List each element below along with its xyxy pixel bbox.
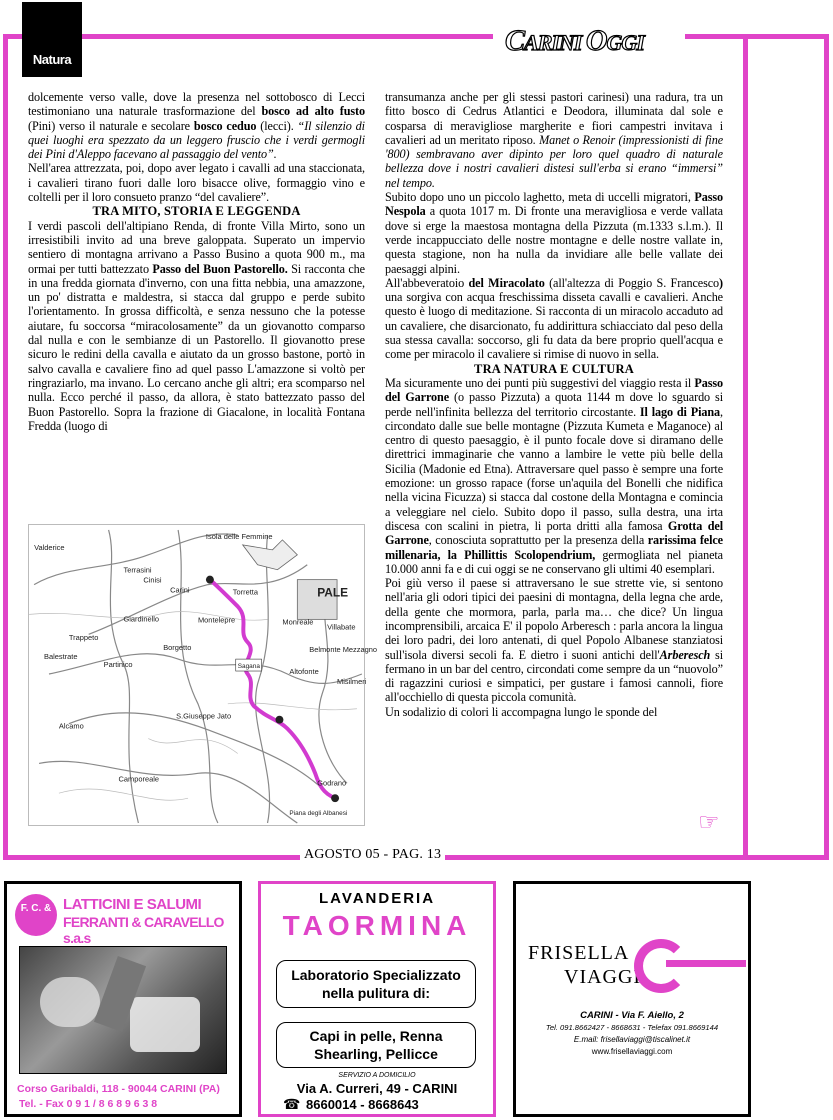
map-label: Monreale xyxy=(282,617,314,627)
ad1-photo xyxy=(19,946,227,1074)
ad3-brand1: FRISELLA xyxy=(528,942,630,964)
route-end-marker xyxy=(331,794,339,802)
map-label: Villabate xyxy=(327,622,356,632)
ad-latticini[interactable] xyxy=(4,881,242,1117)
ad2-box1 xyxy=(276,960,476,1008)
ad3-phones: Tel. 091.8662427 - 8668631 - Telefax 091.8669144 xyxy=(545,1023,719,1032)
phone-icon: ☎ xyxy=(283,1098,301,1113)
ad2-name: TAORMINA xyxy=(282,910,472,941)
map-label: Altofonte xyxy=(289,667,319,677)
map-label: Misilmeri xyxy=(337,676,367,686)
map-svg xyxy=(29,525,378,825)
paragraph: Nell'area attrezzata, poi, dopo aver legato i cavalli ad una staccionata, i cavalieri tirano fuori dalle loro bisacce olive, formaggio vino e coltelli per il loro consueto pranzo “del cavaliere”. xyxy=(28,161,365,205)
ad2-box2-line1: Capi in pelle, Renna xyxy=(309,1028,443,1044)
masthead-arini: ARINI xyxy=(524,30,586,55)
map-label: Partinico xyxy=(103,660,133,670)
map-label: Alcamo xyxy=(58,721,84,731)
page-footer: AGOSTO 05 - PAG. 13 xyxy=(300,847,445,863)
paragraph: I verdi pascoli dell'altipiano Renda, di fronte Villa Mirto, sono un irresistibili invito ad una breve galoppata. Superato un impervio sentiero di montagna arrivano a Passo Busino a quota 900 m., ma ormai per tutti battezzato Passo del Buon Pastorello. Si racconta che in una fredda giornata d'inverno, con una fitta nebbia, una amazzone, un po' distratta e maldestra, si stacca dal gruppo e perde subito l'orientamento. In grossa difficoltà, e senza nessuno che la potesse aiutare, fu soccorsa “miracolosamente” da un giovanotto comparso dal nulla e con le sembianze di un Pastorello. Il giovanotto prese sicuro le redini della cavalla e aiutato da un grosso bastone, portò in salvo cavalla e cavaliere fino ad quel passo L'amazzone si voltò per ringraziarlo, ma invano. Lo cercano anche gli altri; era scomparso nel nulla. Ecco perché il passo, da allora, è stato battezzato passo del Buon Pastorello. Sopra la frazione di Giacalone, in località Fontana Fredda (luogo di xyxy=(28,218,365,433)
masthead-ggi: GGI xyxy=(606,30,644,55)
map-label: Piana degli Albanesi xyxy=(289,810,348,818)
masthead-o: O xyxy=(585,24,607,57)
map-label: Borgetto xyxy=(163,643,192,653)
map-label: S.Giuseppe Jato xyxy=(176,711,232,721)
paragraph: Un sodalizio di colori li accompagna lungo le sponde del xyxy=(385,704,658,719)
ad1-title1: LATTICINI E SALUMI xyxy=(63,896,202,913)
article-column-left xyxy=(28,90,365,433)
ad2-box2 xyxy=(276,1022,476,1068)
ad1-address: Corso Garibaldi, 118 - 90044 CARINI (PA) xyxy=(17,1083,220,1095)
ad-lavanderia[interactable] xyxy=(258,881,496,1117)
map-label: Montelepre xyxy=(197,615,236,625)
paragraph: transumanza anche per gli stessi pastori carinesi) una radura, tra un fitto bosco di Cedrus Atlantici e Deodora, illuminata dal sole e cosparsa di meravigliose margherite e fiori campestri invitava i cavalieri ad un meritato riposo. Manet o Renoir (impressionisti di fine '800) sembravano aver dipinto per loro quel quadro di naturale bellezza dove i nostri cavalieri distesi sull'erba si erano “immersi” nel tempo. xyxy=(385,90,724,190)
ad3-brand2: VIAGGI xyxy=(564,966,642,988)
map-label: Camporeale xyxy=(118,774,160,784)
paragraph: Poi giù verso il paese si attraversano le sue strette vie, si sentono nell'aria gli odori tipici dei paesini di montagna, della legna che arde, della gente che mormora, parla, parla ma… che dice? Un lingua incomprensibili, arcaica E' il popolo Arberesch : parla ancora la lingua dei loro padri, dei loro antenati, di quel Popolo Albanese stanziatosi sull'isola diversi secoli fa. E dietro i suoni antichi dell'Arberesch si fermano in un bar del centro, circondati come sempre da un “nuovolo” di ragazzini curiosi e simpatici, per gustare i famosi cannoli, fiore all'occhiello di questa piccola comunità. xyxy=(385,576,723,705)
route-waypoint-marker xyxy=(275,716,283,724)
ad1-phone: Tel. - Fax 0 9 1 / 8 6 8 9 6 3 8 xyxy=(19,1098,158,1110)
map-label: Terrasini xyxy=(123,565,152,575)
ad-frisella-viaggi[interactable] xyxy=(513,881,751,1117)
map-label: Torretta xyxy=(232,587,258,597)
right-border xyxy=(743,34,748,860)
ad3-address: CARINI - Via F. Aiello, 2 xyxy=(580,1010,684,1021)
paragraph: dolcemente verso valle, dove la presenza nel sottobosco di Lecci testimoniano una naturale trasformazione del bosco ad alto fusto (Pini) verso il naturale e secolare bosco ceduo (lecci). “Il silenzio di quei luoghi era spezzato da un leggero fruscio che i verdi germogli dei Pini d'Aleppo facevano al passaggio del vento”. xyxy=(28,90,365,162)
masthead-c: C xyxy=(505,24,525,57)
map-label: Cinisi xyxy=(143,575,162,585)
section-label: Natura xyxy=(22,2,82,77)
ad2-phones: 8660014 - 8668643 xyxy=(306,1097,419,1112)
section-heading: TRA MITO, STORIA E LEGGENDA xyxy=(92,204,301,219)
map-label: Balestrate xyxy=(44,652,78,662)
map-label: Godrano xyxy=(317,778,347,788)
ad1-logo: F. C. & xyxy=(15,894,57,936)
ad3-email[interactable]: E.mail: frisellaviaggi@tiscalinet.it xyxy=(573,1035,691,1044)
ad1-title2: FERRANTI & CARAVELLO s.a.s xyxy=(63,914,224,946)
section-heading: TRA NATURA E CULTURA xyxy=(474,361,634,376)
map-label: PALE xyxy=(317,585,349,600)
paragraph: Subito dopo uno un piccolo laghetto, meta di uccelli migratori, Passo Nespola a quota 1017 m. Di fronte una meravigliosa e verde vallata dove si erge la maestosa montagna della Pizzuta (m.1333 s.l.m.). Il verde incappucciato delle nostre montagne e delle nostre vallate in, questa stagione, non ha nulla da invidiare alle belle vallate dei paesaggi alpini. xyxy=(385,190,723,276)
article-column-right xyxy=(385,90,723,719)
map-label: Carini xyxy=(170,585,190,595)
ad2-box1-line1: Laboratorio Specializzato xyxy=(291,967,461,983)
ad2-box2-line2: Shearling, Pellicce xyxy=(314,1046,438,1062)
ad2-kicker: LAVANDERIA xyxy=(318,890,436,907)
map-label: Sagana xyxy=(237,663,260,671)
map-label: Valderice xyxy=(34,542,65,552)
map-label: Trappeto xyxy=(68,633,99,643)
paragraph: Ma sicuramente uno dei punti più suggestivi del viaggio resta il Passo del Garrone (o passo Pizzuta) a quota 1144 m dove lo sguardo si perde nell'infinita bellezza del territorio circostante. Il lago di Piana, circondato dalle sue belle montagne (Pizzuta Kumeta e Maganoce) al centro di questo paesaggio, è il punto focale dove si diramano delle direttrici immaginarie che vanno a lambire le vette più belle della Sicilia (Madonie ed Etna). Attraversare quel passo è sempre una forte emozione: un grosso rapace (forse un'aquila del Bonelli che nidifica nella vicina Ficuzza) si stacca dal costone della Montagna e comincia a veleggiare nel cielo. Subito dopo il passo, sulla destra, una irta discesa con scalini in pietra, li porta dritti alla famosa Grotta del Garrone, conosciuta soprattutto per la presenza della rarissima felce millenaria, la Phillittis Scolopendrium, germogliata nel pianeta 10.000 anni fa e di cui oggi se ne conservano gli ultimi 40 esemplari. xyxy=(385,375,723,576)
pointing-hand-icon: ☞ xyxy=(698,810,720,836)
ad2-address: Via A. Curreri, 49 - CARINI xyxy=(296,1081,458,1096)
map-label: Isola delle Femmine xyxy=(205,531,273,541)
masthead xyxy=(505,24,644,58)
ad2-box1-line2: nella pulitura di: xyxy=(321,985,431,1001)
map-label: Giardinello xyxy=(123,614,160,624)
ad3-logo-bar xyxy=(666,960,746,967)
route-map xyxy=(28,524,378,826)
map-label: Belmonte Mezzagno xyxy=(309,645,378,655)
ad2-service: SERVIZIO A DOMICILIO xyxy=(338,1072,416,1079)
ad3-web[interactable]: www.frisellaviaggi.com xyxy=(591,1047,673,1056)
paragraph: All'abbeveratoio del Miracolato (all'altezza di Poggio S. Francesco) una sorgiva con acqua freschissima disseta cavalli e cavalieri. Anche questo è luogo di meditazione. Si racconta di un miracolo accaduto ad un cavaliere, che disarcionato, fu addirittura schiacciato dal peso della sua stessa cavalla: soccorso, gli fu data da bere proprio quell'acqua e come per miracolo il cavaliere si rimise di nuovo in sella. xyxy=(385,275,724,362)
route-start-marker xyxy=(206,576,214,584)
